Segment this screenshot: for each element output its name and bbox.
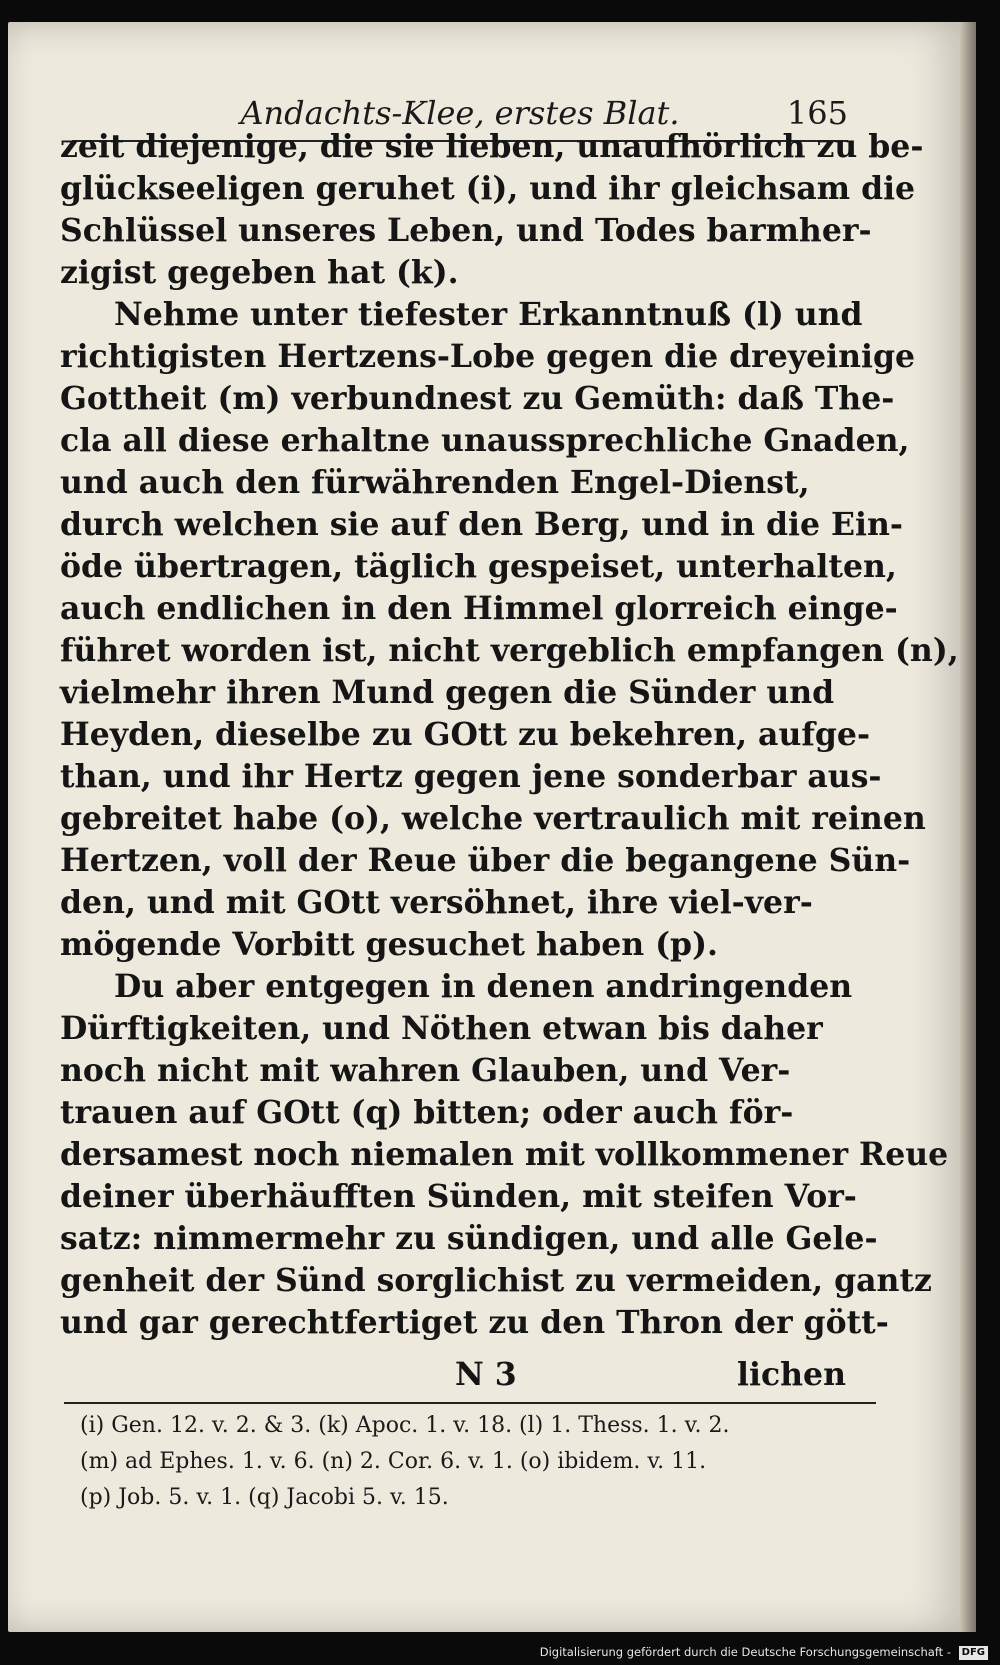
text-line: Nehme unter tiefester Erkanntnuß (l) und [114, 296, 863, 333]
text-line: than, und ihr Hertz gegen jene sonderbar aus- [60, 758, 882, 795]
page-gutter [960, 22, 976, 1632]
text-line: trauen auf GOtt (q) bitten; oder auch för- [60, 1094, 794, 1131]
text-line: Heyden, dieselbe zu GOtt zu bekehren, aufge- [60, 716, 871, 753]
digitization-credit [536, 1641, 992, 1663]
body-text [60, 126, 959, 1344]
text-line: dersamest noch niemalen mit vollkommener Reue [60, 1136, 949, 1173]
text-line: Schlüssel unseres Leben, und Todes barmher- [60, 212, 872, 249]
text-line: zigist gegeben hat (k). [60, 254, 459, 291]
text-line: öde übertragen, täglich gespeiset, unterhalten, [60, 548, 897, 585]
page-number: 165 [786, 94, 848, 132]
footnote-line: (m) ad Ephes. 1. v. 6. (n) 2. Cor. 6. v. 1. (o) ibidem. v. 11. [80, 1449, 707, 1474]
signature-mark: N 3 [455, 1356, 517, 1393]
footnotes [80, 1408, 880, 1516]
text-line: richtigisten Hertzens-Lobe gegen die dreyeinige [60, 338, 916, 375]
text-line: und gar gerechtfertiget zu den Thron der gött- [60, 1304, 889, 1341]
running-title: Andachts-Klee, erstes Blat. [240, 94, 680, 132]
text-line: zeit diejenige, die sie lieben, unaufhörlich zu be- [60, 128, 924, 165]
text-line: durch welchen sie auf den Berg, und in die Ein- [60, 506, 903, 543]
text-line: Gottheit (m) verbundnest zu Gemüth: daß The- [60, 380, 895, 417]
text-line: deiner überhäufften Sünden, mit steifen Vor- [60, 1178, 857, 1215]
text-line: Hertzen, voll der Reue über die begangene Sün- [60, 842, 911, 879]
text-line: führet worden ist, nicht vergeblich empfangen (n), [60, 632, 959, 669]
dfg-logo: DFG [959, 1646, 988, 1660]
text-line: vielmehr ihren Mund gegen die Sünder und [60, 674, 835, 711]
credit-text: Digitalisierung gefördert durch die Deutsche Forschungsgemeinschaft - [539, 1645, 951, 1659]
text-line: satz: nimmermehr zu sündigen, und alle Gele- [60, 1220, 878, 1257]
text-line: glückseeligen geruhet (i), und ihr gleichsam die [60, 170, 916, 207]
text-line: Du aber entgegen in denen andringenden [114, 968, 853, 1005]
catchword: lichen [737, 1356, 846, 1393]
text-line: auch endlichen in den Himmel glorreich einge- [60, 590, 898, 627]
signature-line [60, 1356, 860, 1398]
text-line: noch nicht mit wahren Glauben, und Ver- [60, 1052, 791, 1089]
text-line: Dürftigkeiten, und Nöthen etwan bis daher [60, 1010, 823, 1047]
text-line: den, und mit GOtt versöhnet, ihre viel-ver- [60, 884, 813, 921]
footnote-rule [64, 1402, 876, 1404]
text-line: und auch den fürwährenden Engel-Dienst, [60, 464, 810, 501]
text-line: cla all diese erhaltne unaussprechliche Gnaden, [60, 422, 910, 459]
text-line: gebreitet habe (o), welche vertraulich mit reinen [60, 800, 926, 837]
footnote-line: (i) Gen. 12. v. 2. & 3. (k) Apoc. 1. v. 18. (l) 1. Thess. 1. v. 2. [80, 1413, 730, 1438]
text-line: genheit der Sünd sorglichist zu vermeiden, gantz [60, 1262, 932, 1299]
footnote-line: (p) Job. 5. v. 1. (q) Jacobi 5. v. 15. [80, 1485, 449, 1510]
text-line: mögende Vorbitt gesuchet haben (p). [60, 926, 718, 963]
